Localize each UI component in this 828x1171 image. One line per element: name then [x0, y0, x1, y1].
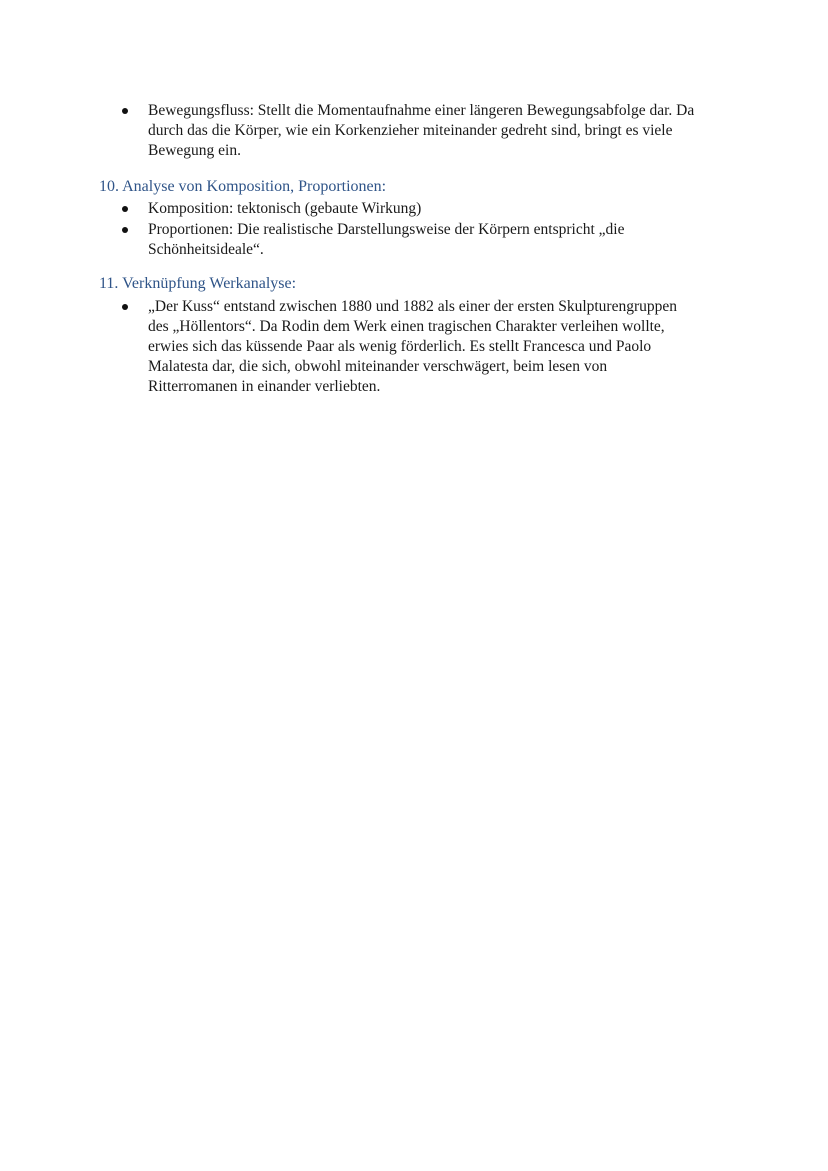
section-heading-10: 10. Analyse von Komposition, Proportionen: [99, 178, 387, 195]
bullet-line: Malatesta dar, die sich, obwohl miteinander verschwägert, beim lesen von [148, 358, 608, 375]
bullet-line: Bewegungsfluss: Stellt die Momentaufnahme einer längeren Bewegungsabfolge dar. Da [148, 102, 695, 119]
bullet-line: durch das die Körper, wie ein Korkenzieher miteinander gedreht sind, bringt es viele [148, 122, 673, 139]
bullet-item-bewegungsfluss [0, 101, 828, 161]
bullet-item-komposition [0, 199, 828, 219]
bullet-list [0, 297, 828, 397]
bullet-line: erwies sich das küssende Paar als wenig förderlich. Es stellt Francesca und Paolo [148, 338, 652, 355]
bullet-dot-icon [122, 206, 128, 212]
bullet-item-proportionen [0, 220, 828, 260]
bullet-dot-icon [122, 227, 128, 233]
section-heading-11: 11. Verknüpfung Werkanalyse: [99, 275, 297, 292]
bullet-line: Bewegung ein. [148, 142, 241, 159]
bullet-line: des „Höllentors“. Da Rodin dem Werk einen tragischen Charakter verleihen wollte, [148, 318, 665, 335]
intro-bullet-block [0, 101, 828, 161]
section-10-bullets [0, 199, 828, 260]
bullet-item-der-kuss [0, 297, 828, 397]
intro-bullet-list [0, 101, 828, 161]
section-11-bullets [0, 297, 828, 397]
bullet-line: Ritterromanen in einander verliebten. [148, 378, 381, 395]
bullet-line: „Der Kuss“ entstand zwischen 1880 und 1882 als einer der ersten Skulpturengruppen [148, 298, 678, 315]
bullet-dot-icon [122, 304, 128, 310]
bullet-line: Komposition: tektonisch (gebaute Wirkung) [148, 200, 422, 217]
bullet-list [0, 199, 828, 260]
bullet-line: Proportionen: Die realistische Darstellungsweise der Körpern entspricht „die [148, 221, 625, 238]
bullet-dot-icon [122, 108, 128, 114]
bullet-line: Schönheitsideale“. [148, 241, 264, 258]
